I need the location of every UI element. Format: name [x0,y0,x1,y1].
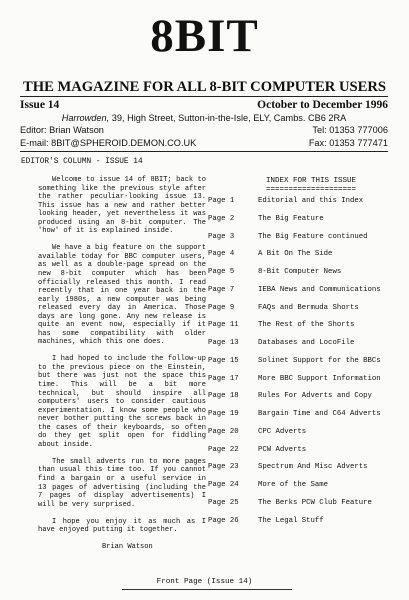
index-page: Page 19 [208,410,239,418]
index-entry-title: CPC Adverts [258,427,307,436]
index-row [208,392,403,410]
index-row [208,268,403,286]
index-row [208,250,403,268]
index-entry-title: Bargain Time and C64 Adverts [258,410,381,418]
index-row [208,410,403,428]
index-entry-title: The Legal Stuff [258,516,324,525]
index-row [208,428,403,446]
index-page: Page 15 [208,356,239,365]
index-entry-title: The Big Feature continued [258,232,368,241]
index-page: Page 20 [208,427,239,436]
index-entry-title: More of the Same [258,481,329,489]
index-row [208,517,403,535]
editorial-column [38,176,206,560]
index-underline: ==================== [266,185,357,194]
index-entry-title: The Rest of the Shorts [258,321,355,330]
index-page: Page 22 [208,445,239,454]
index-row [208,499,403,517]
index-page: Page 4 [208,250,235,259]
footer-rule [122,589,292,590]
header-rule-top [20,96,388,97]
index-page: Page 7 [208,285,235,294]
editor-name: Editor: Brian Watson [20,125,104,135]
editorial-paragraph: I hope you enjoy it as much as I have enjoyed putting it together. [38,517,206,535]
header-rule-bottom [20,151,388,152]
index-row [208,463,403,481]
index-row [208,321,403,339]
index-page: Page 9 [208,303,235,312]
editorial-paragraph: I had hoped to include the follow-up to the previous piece on the Einstein, but there was just not the space this time. This will be a bit more technical, but should inspire all computers' users to consider cautious experimentation. I know some people who never bother putting the screws back in the cases of their keyboards, so often do they get split open for fiddling about inside. [38,355,206,449]
magazine-title: 8BIT [150,10,259,62]
address-rest: 39, High Street, Sutton-in-the-Isle, ELY, Cambs. CB6 2RA [109,113,347,123]
index-entry-title: A Bit On The Side [258,250,333,259]
index-page: Page 11 [208,321,239,330]
index-row [208,357,403,375]
editorial-paragraph: We have a big feature on the support available today for BBC computer users, as well as a double-page spread on the new 8-bit computer which has been officially released this month. I read recently that in one year back in the early 1980s, a new computer was being released every day in America. Those days are long gone. Any new release is quite an event now, especially if it has some compatibility with older machines, which this one does. [38,244,206,347]
telephone: Tel: 01353 777006 [312,125,388,135]
index-heading [266,177,356,194]
index-page: Page 17 [208,374,239,383]
index-entry-title: The Big Feature [258,214,324,223]
index-page: Page 5 [208,268,235,276]
page-footer: Front Page (Issue 14) [156,578,253,586]
editorial-signature: Brian Watson [102,543,153,552]
index-page: Page 13 [208,339,239,347]
index-page: Page 23 [208,463,239,472]
index-entry-title: Solinet Support for the BBCs [258,356,381,365]
index-entry-title: Editorial and this Index [258,197,364,205]
issue-number: Issue 14 [20,99,60,111]
index-title: INDEX FOR THIS ISSUE [266,177,357,185]
index-row [208,215,403,233]
index-page: Page 26 [208,516,239,525]
postal-address [20,113,388,123]
index-row [208,304,403,322]
email-address[interactable]: E-mail: 8BIT@SPHEROID.DEMON.CO.UK [20,138,197,148]
editorial-paragraph: Welcome to issue 14 of 8BIT; back to something like the previous style after the rather peculiar-looking issue 13. This issue has a new and rather better looking header, yet nevertheless it was produced using an 8-bit computer. The 'how' of it is explained inside. [38,176,206,236]
index-page: Page 2 [208,214,235,223]
index-page: Page 25 [208,498,239,507]
fax-number: Fax: 01353 777471 [308,138,388,148]
address-place: Harrowden, [61,113,110,123]
index-page: Page 3 [208,232,235,241]
index-list [208,197,403,534]
index-page: Page 24 [208,481,239,489]
index-entry-title: 8-Bit Computer News [258,268,342,276]
index-row [208,286,403,304]
issue-dates: October to December 1996 [257,99,388,111]
index-page: Page 1 [208,197,235,205]
index-row [208,481,403,499]
index-entry-title: The Berks PCW Club Feature [258,498,372,507]
index-row [208,233,403,251]
index-entry-title: Spectrum And Misc Adverts [258,463,368,472]
index-entry-title: Databases and LocoFile [258,339,355,347]
index-entry-title: FAQs and Bermuda Shorts [258,303,359,312]
index-entry-title: Rules For Adverts and Copy [258,392,372,401]
index-entry-title: IEBA News and Communications [258,285,381,294]
index-row [208,375,403,393]
index-row [208,197,403,215]
index-entry-title: PCW Adverts [258,445,307,454]
index-row [208,446,403,464]
index-row [208,339,403,357]
index-page: Page 18 [208,392,239,401]
tagline: THE MAGAZINE FOR ALL 8-BIT COMPUTER USERS [22,79,386,95]
editorial-paragraph: The small adverts run to more pages than usual this time too. If you cannot find a bargain or a useful service in 13 pages of advertising (including the 7 pages of display advertisements) I will be very surprised. [38,457,206,509]
editorial-heading: EDITOR'S COLUMN - ISSUE 14 [21,158,143,166]
index-entry-title: More BBC Support Information [258,374,381,383]
